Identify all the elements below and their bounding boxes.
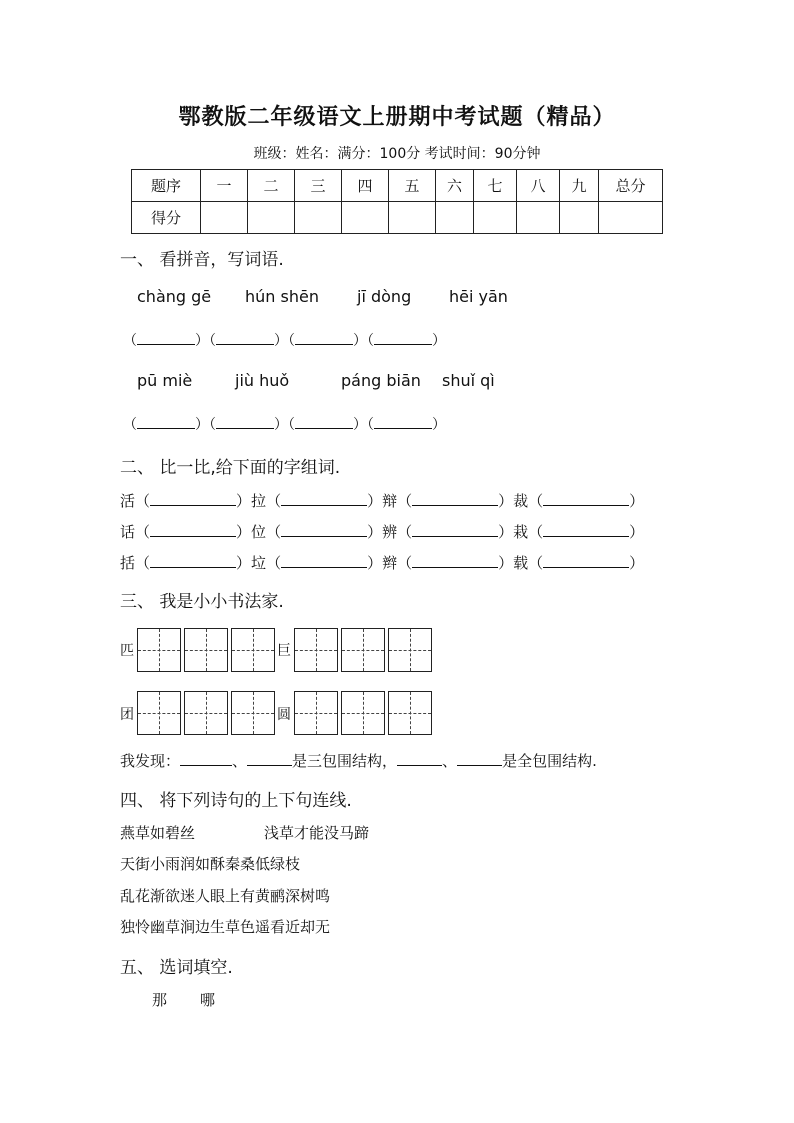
poem-first-line[interactable]: 独怜幽草涧边生 bbox=[120, 918, 226, 936]
pinyin: chàng gē bbox=[137, 287, 212, 306]
word-row: 活（ ）拉（ ）辩（ ）裁（ ） bbox=[120, 492, 645, 510]
score-table-header bbox=[132, 170, 663, 202]
writing-cell[interactable] bbox=[184, 691, 228, 735]
answer-blank[interactable] bbox=[150, 505, 236, 506]
header-cell: 题序 bbox=[132, 170, 201, 202]
score-cell[interactable] bbox=[342, 202, 389, 234]
answer-blank[interactable] bbox=[281, 505, 367, 506]
page-title: 鄂教版二年级语文上册期中考试题（精品） bbox=[178, 104, 616, 130]
pinyin: páng biān bbox=[341, 371, 421, 390]
poem-first-line[interactable]: 天街小雨润如酥 bbox=[120, 855, 226, 873]
answer-blank[interactable] bbox=[543, 536, 629, 537]
discovery-end: 是全包围结构. bbox=[502, 752, 597, 770]
character: 裁 bbox=[513, 492, 529, 510]
grid-label: 圆 bbox=[277, 707, 291, 723]
header-cell: 四 bbox=[342, 170, 389, 202]
writing-cell[interactable] bbox=[388, 691, 432, 735]
pinyin: hēi yān bbox=[449, 287, 508, 306]
writing-cell[interactable] bbox=[184, 628, 228, 672]
header-cell: 七 bbox=[474, 170, 517, 202]
character: 辩 bbox=[382, 492, 398, 510]
row-label: 得分 bbox=[132, 202, 201, 234]
writing-cell[interactable] bbox=[137, 691, 181, 735]
section1-heading: 一、 看拼音，写词语. bbox=[120, 250, 284, 270]
character: 话 bbox=[120, 523, 136, 541]
score-cell[interactable] bbox=[201, 202, 248, 234]
score-table-row bbox=[132, 202, 663, 234]
character: 辫 bbox=[382, 554, 398, 572]
character: 括 bbox=[120, 554, 136, 572]
answer-blank[interactable] bbox=[137, 344, 195, 345]
grid-label: 团 bbox=[120, 707, 134, 723]
section3-heading: 三、 我是小小书法家. bbox=[120, 592, 284, 612]
answer-blank[interactable] bbox=[543, 567, 629, 568]
writing-cell[interactable] bbox=[137, 628, 181, 672]
exam-info: 班级：姓名：满分：100分 考试时间：90分钟 bbox=[253, 146, 541, 162]
answer-blank[interactable] bbox=[374, 344, 432, 345]
answer-blank[interactable] bbox=[397, 765, 442, 766]
answer-blank-row: （ ）（ ）（ ）（ ） bbox=[123, 333, 446, 349]
header-cell: 总分 bbox=[599, 170, 663, 202]
discovery-mid: 是三包围结构， bbox=[292, 752, 398, 770]
separator: 、 bbox=[232, 752, 248, 770]
poem-first-line[interactable]: 燕草如碧丝 bbox=[120, 824, 196, 842]
character: 栽 bbox=[513, 523, 529, 541]
answer-blank[interactable] bbox=[374, 428, 432, 429]
answer-blank[interactable] bbox=[412, 567, 498, 568]
poem-second-line[interactable]: 浅草才能没马蹄 bbox=[264, 824, 370, 842]
character: 辨 bbox=[382, 523, 398, 541]
poem-second-line[interactable]: 上有黄鹂深树鸣 bbox=[225, 887, 331, 905]
header-cell: 六 bbox=[436, 170, 474, 202]
score-cell[interactable] bbox=[474, 202, 517, 234]
discovery-prefix: 我发现： bbox=[120, 752, 181, 770]
section4-heading: 四、 将下列诗句的上下句连线. bbox=[120, 791, 352, 811]
answer-blank[interactable] bbox=[281, 567, 367, 568]
poem-row bbox=[120, 853, 300, 874]
answer-blank[interactable] bbox=[247, 765, 292, 766]
score-table bbox=[131, 169, 663, 234]
character: 载 bbox=[513, 554, 529, 572]
answer-blank[interactable] bbox=[412, 536, 498, 537]
header-cell: 九 bbox=[560, 170, 599, 202]
answer-blank[interactable] bbox=[543, 505, 629, 506]
poem-row bbox=[120, 916, 330, 937]
discovery-line bbox=[120, 750, 597, 771]
answer-blank[interactable] bbox=[150, 536, 236, 537]
pinyin: jī dòng bbox=[357, 287, 412, 306]
pinyin: jiù huǒ bbox=[235, 371, 290, 390]
writing-cell[interactable] bbox=[341, 628, 385, 672]
score-cell[interactable] bbox=[560, 202, 599, 234]
answer-blank[interactable] bbox=[150, 567, 236, 568]
score-cell[interactable] bbox=[599, 202, 663, 234]
word-row: 话（ ）位（ ）辨（ ）栽（ ） bbox=[120, 523, 645, 541]
pinyin: hún shēn bbox=[245, 287, 319, 306]
score-cell[interactable] bbox=[517, 202, 560, 234]
answer-blank[interactable] bbox=[137, 428, 195, 429]
choice-word: 哪 bbox=[200, 991, 216, 1009]
answer-blank[interactable] bbox=[216, 344, 274, 345]
pinyin: pū miè bbox=[137, 371, 193, 390]
score-cell[interactable] bbox=[436, 202, 474, 234]
answer-blank[interactable] bbox=[281, 536, 367, 537]
writing-cell[interactable] bbox=[294, 628, 338, 672]
poem-second-line[interactable]: 秦桑低绿枝 bbox=[225, 855, 301, 873]
header-cell: 五 bbox=[389, 170, 436, 202]
writing-cell[interactable] bbox=[231, 628, 275, 672]
word-row: 括（ ）垃（ ）辫（ ）载（ ） bbox=[120, 554, 645, 572]
answer-blank[interactable] bbox=[295, 428, 353, 429]
choice-word: 那 bbox=[152, 991, 168, 1009]
answer-blank[interactable] bbox=[216, 428, 274, 429]
poem-row bbox=[120, 885, 330, 906]
character: 位 bbox=[251, 523, 267, 541]
grid-label: 匹 bbox=[120, 643, 134, 659]
pinyin: shuǐ qì bbox=[442, 371, 495, 390]
separator: 、 bbox=[442, 752, 458, 770]
score-cell[interactable] bbox=[295, 202, 342, 234]
section5-heading: 五、 选词填空. bbox=[120, 958, 233, 978]
writing-cell[interactable] bbox=[231, 691, 275, 735]
character: 活 bbox=[120, 492, 136, 510]
grid-label: 巨 bbox=[277, 643, 291, 659]
answer-blank-row: （ ）（ ）（ ）（ ） bbox=[123, 417, 446, 433]
writing-cell[interactable] bbox=[388, 628, 432, 672]
poem-first-line[interactable]: 乱花渐欲迷人眼 bbox=[120, 887, 226, 905]
answer-blank[interactable] bbox=[180, 765, 232, 766]
header-cell: 三 bbox=[295, 170, 342, 202]
character: 垃 bbox=[251, 554, 267, 572]
character: 拉 bbox=[251, 492, 267, 510]
section2-heading: 二、 比一比,给下面的字组词. bbox=[120, 458, 341, 478]
writing-cell[interactable] bbox=[294, 691, 338, 735]
answer-blank[interactable] bbox=[295, 344, 353, 345]
header-cell: 二 bbox=[248, 170, 295, 202]
answer-blank[interactable] bbox=[457, 765, 502, 766]
answer-blank[interactable] bbox=[412, 505, 498, 506]
header-cell: 八 bbox=[517, 170, 560, 202]
score-cell[interactable] bbox=[248, 202, 295, 234]
header-cell: 一 bbox=[201, 170, 248, 202]
poem-second-line[interactable]: 草色遥看近却无 bbox=[225, 918, 331, 936]
score-cell[interactable] bbox=[389, 202, 436, 234]
writing-cell[interactable] bbox=[341, 691, 385, 735]
